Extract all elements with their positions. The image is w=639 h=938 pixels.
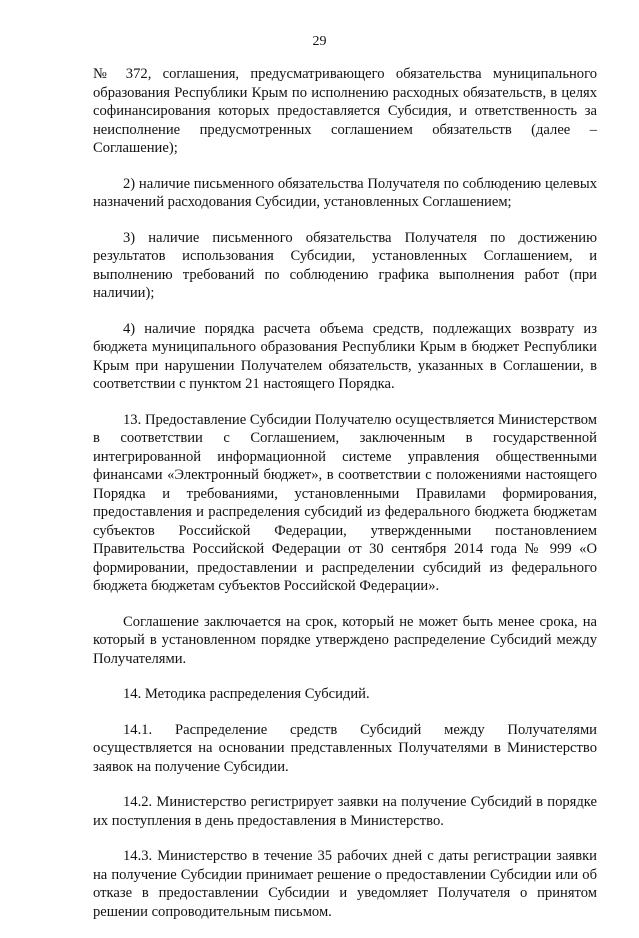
document-body	[93, 65, 597, 938]
paragraph-section-14-2: 14.2. Министерство регистрирует заявки на получение Субсидий в порядке их поступления в день предоставления в Министерство.	[93, 794, 597, 829]
paragraph-agreement-term: Соглашение заключается на срок, который не может быть менее срока, на который в установленном порядке утверждено распределение Субсидий между Получателями.	[93, 613, 597, 667]
paragraph-section-13: 13. Предоставление Субсидии Получателю осуществляется Министерством в соответствии с Соглашением, заключенным в государственной интегрированной информационной системе управления общественными финансами «Электронный бюджет», в соответствии с положениями настоящего Порядка и требованиями, установленными Правилами формирования, предоставления и распределения субсидий из федерального бюджета бюджетам субъектов Российской Федерации, утвержденными постановлением Правительства Российской Федерации от 30 сентября 2014 года № 999 «О формировании, предоставлении и распределении субсидий из федерального бюджета бюджетам субъектов Российской Федерации».	[93, 411, 597, 594]
paragraph-item-3: 3) наличие письменного обязательства Получателя по достижению результатов использования Субсидии, установленных Соглашением, и выполнению требований по соблюдению графика выполнения работ (при наличии);	[93, 229, 597, 301]
paragraph-section-14-3: 14.3. Министерство в течение 35 рабочих дней с даты регистрации заявки на получение Субсидии принимает решение о предоставлении Субсидии или об отказе в предоставлении Субсидии и уведомляет Получателя о принятом решении сопроводительным письмом.	[93, 848, 597, 920]
page-number: 29	[312, 34, 327, 49]
paragraph-continuation: № 372, соглашения, предусматривающего обязательства муниципального образования Республики Крым по исполнению расходных обязательств, в целях софинансирования которых предоставляется Субсидия, и ответственность за неисполнение предусмотренных соглашением обязательств (далее – Соглашение);	[93, 66, 597, 156]
paragraph-section-14-heading: 14. Методика распределения Субсидий.	[123, 686, 370, 702]
paragraph-item-4: 4) наличие порядка расчета объема средств, подлежащих возврату из бюджета муниципального образования Республики Крым в бюджет Республики Крым при нарушении Получателем обязательств, указанных в Соглашении, в соответствии с пунктом 21 настоящего Порядка.	[93, 320, 597, 392]
paragraph-item-2: 2) наличие письменного обязательства Получателя по соблюдению целевых назначений расходования Субсидии, установленных Соглашением;	[93, 175, 597, 210]
paragraph-section-14-1: 14.1. Распределение средств Субсидий между Получателями осуществляется на основании представленных Получателями в Министерство заявок на получение Субсидии.	[93, 721, 597, 775]
